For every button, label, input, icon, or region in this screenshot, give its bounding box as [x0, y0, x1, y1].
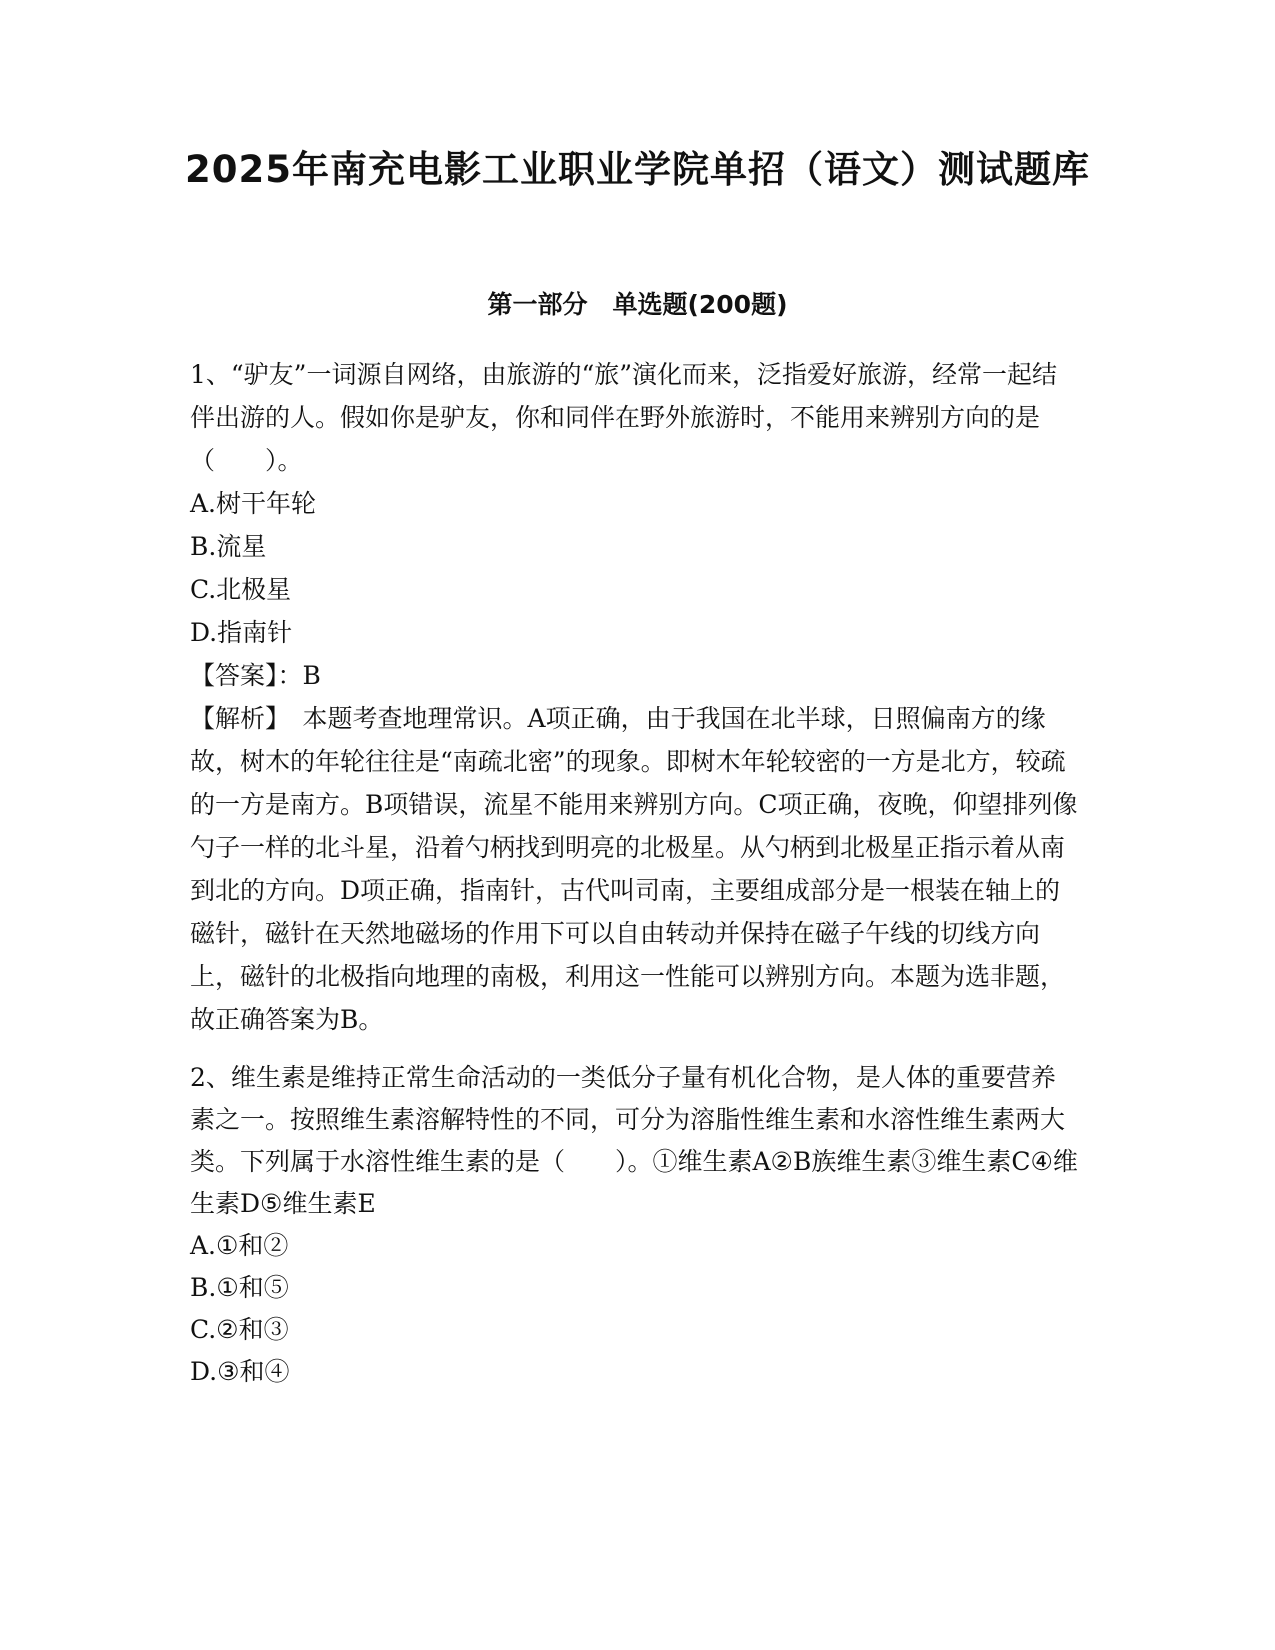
question-1-option-a: A.树干年轮: [190, 489, 317, 518]
answer-label: 【答案】：: [190, 661, 303, 690]
question-1-option-b: B.流星: [190, 532, 267, 561]
question-2-option-a: A.①和②: [190, 1231, 289, 1260]
question-2-option-c: C.②和③: [190, 1315, 289, 1344]
question-2: [190, 1057, 1080, 1393]
question-1-stem: 1、“驴友”一词源自网络，由旅游的“旅”演化而来，泛指爱好旅游，经常一起结伴出游的人。假如你是驴友，你和同伴在野外旅游时，不能用来辨别方向的是（ ）。: [190, 360, 1058, 475]
answer-value: B: [302, 661, 321, 690]
question-2-option-b: B.①和⑤: [190, 1273, 289, 1302]
question-1-answer: [190, 654, 1080, 697]
section-heading: 第一部分 单选题(200题): [487, 290, 788, 319]
analysis-label: 【解析】: [190, 704, 278, 733]
question-1-option-d: D.指南针: [190, 618, 293, 647]
question-1-analysis: [190, 697, 1080, 1041]
question-1: [190, 353, 1080, 1041]
analysis-text: 本题考查地理常识。A项正确，由于我国在北半球，日照偏南方的缘故，树木的年轮往往是“南疏北密”的现象。即树木年轮较密的一方是北方，较疏的一方是南方。B项错误，流星不能用来辨别方向。C项正确，夜晚，仰望排列像勺子一样的北斗星，沿着勺柄找到明亮的北极星。从勺柄到北极星正指示着从南到北的方向。D项正确，指南针，古代叫司南，主要组成部分是一根装在轴上的磁针，磁针在天然地磁场的作用下可以自由转动并保持在磁子午线的切线方向上，磁针的北极指向地理的南极，利用这一性能可以辨别方向。本题为选非题，故正确答案为B。: [190, 704, 1078, 1034]
question-1-option-c: C.北极星: [190, 575, 292, 604]
question-2-option-d: D.③和④: [190, 1357, 290, 1386]
question-list: [190, 353, 1080, 1393]
page-title: 2025年南充电影工业职业学院单招（语文）测试题库: [185, 148, 1090, 191]
question-2-stem: 2、维生素是维持正常生命活动的一类低分子量有机化合物，是人体的重要营养素之一。按照维生素溶解特性的不同，可分为溶脂性维生素和水溶性维生素两大类。下列属于水溶性维生素的是（ ）。①维生素A②B族维生素③维生素C④维生素D⑤维生素E: [190, 1063, 1078, 1218]
